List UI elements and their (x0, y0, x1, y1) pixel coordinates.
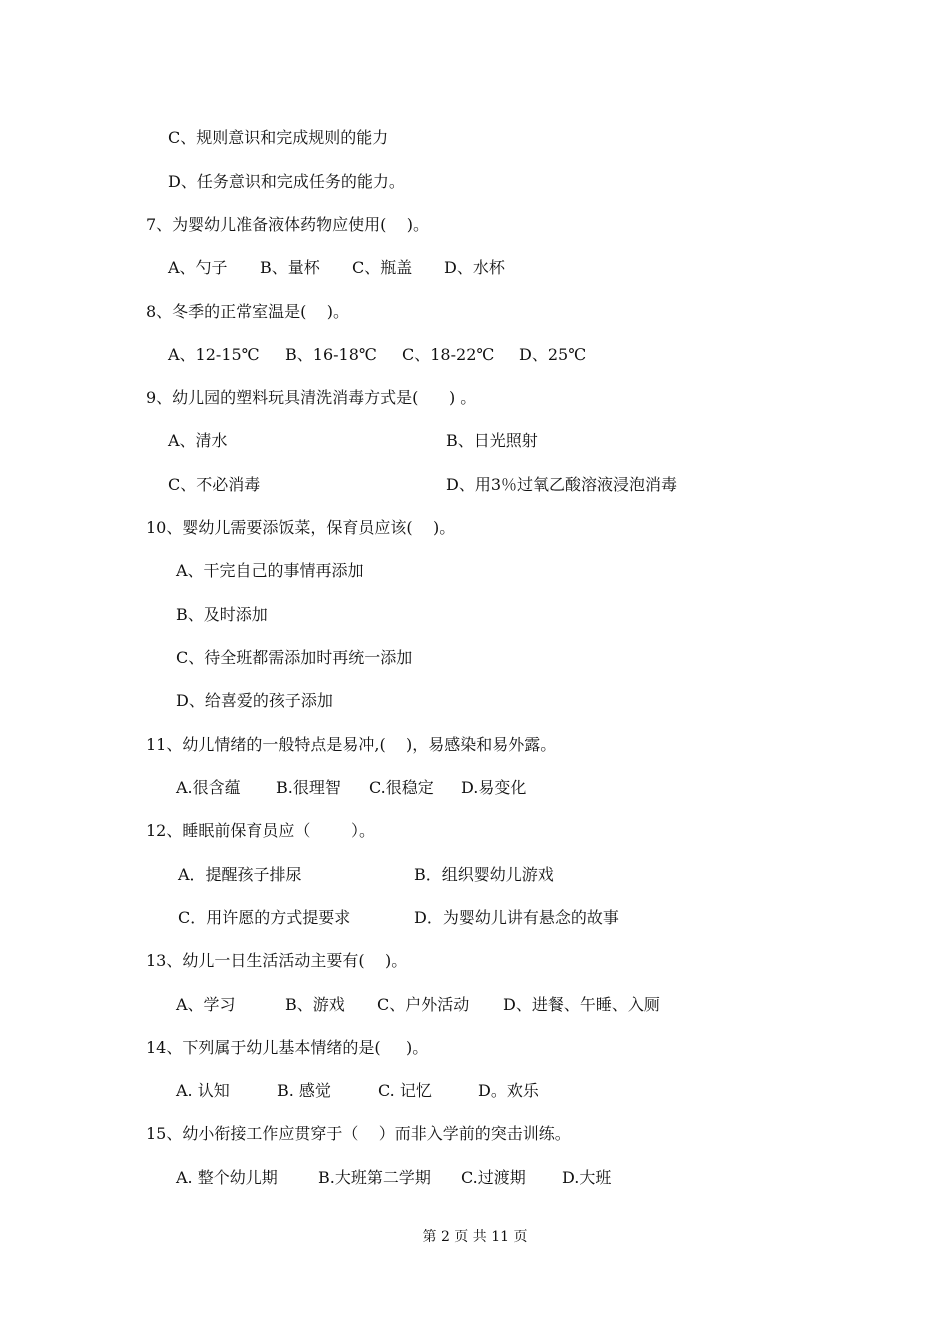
option-c: C.很稳定 (369, 778, 434, 797)
option-a: A、勺子 (168, 258, 228, 277)
option-b: B、量杯 (260, 258, 320, 277)
option-a: A. 整个幼儿期 (176, 1168, 278, 1187)
question-15: 15、幼小衔接工作应贯穿于（ ）而非入学前的突击训练。 (146, 1124, 571, 1143)
option-d: D、给喜爱的孩子添加 (176, 691, 333, 710)
option-b: B、日光照射 (446, 431, 538, 450)
option-d: D。欢乐 (478, 1081, 539, 1100)
question-8: 8、冬季的正常室温是( )。 (146, 302, 350, 321)
option-c: C.过渡期 (461, 1168, 526, 1187)
option-a: A、学习 (176, 995, 236, 1014)
options-row-14 (0, 1081, 950, 1101)
option-d: D．为婴幼儿讲有悬念的故事 (414, 908, 619, 927)
question-12: 12、睡眠前保育员应（ ）。 (146, 821, 376, 840)
option-d: D.易变化 (461, 778, 527, 797)
option-d: D、水杯 (444, 258, 505, 277)
option-line: D、任务意识和完成任务的能力。 (168, 172, 405, 191)
question-7: 7、为婴幼儿准备液体药物应使用( )。 (146, 215, 430, 234)
option-d: D、用3％过氧乙酸溶液浸泡消毒 (446, 475, 678, 494)
option-c: C、待全班都需添加时再统一添加 (176, 648, 413, 667)
page-footer: 第 2 页 共 11 页 (422, 1229, 528, 1245)
option-c: C、户外活动 (377, 995, 470, 1014)
question-9: 9、幼儿园的塑料玩具清洗消毒方式是( ) 。 (146, 388, 477, 407)
question-13: 13、幼儿一日生活活动主要有( )。 (146, 951, 408, 970)
option-d: D、进餐、午睡、入厕 (503, 995, 660, 1014)
question-11: 11、幼儿情绪的一般特点是易冲,( )，易感染和易外露。 (146, 735, 557, 754)
option-b: B．组织婴幼儿游戏 (414, 865, 554, 884)
option-b: B.大班第二学期 (318, 1168, 431, 1187)
option-b: B. 感觉 (277, 1081, 331, 1100)
option-b: B.很理智 (276, 778, 341, 797)
option-a: A.很含蕴 (176, 778, 241, 797)
option-c: C．用许愿的方式提要求 (178, 908, 351, 927)
question-10: 10、婴幼儿需要添饭菜，保育员应该( )。 (146, 518, 456, 537)
option-b: B、16-18℃ (285, 345, 377, 364)
option-c: C、18-22℃ (402, 345, 495, 364)
options-row-15 (0, 1168, 950, 1188)
option-d: D.大班 (562, 1168, 612, 1187)
question-14: 14、下列属于幼儿基本情绪的是( )。 (146, 1038, 429, 1057)
options-row-13 (0, 995, 950, 1015)
option-a: A、干完自己的事情再添加 (176, 561, 364, 580)
option-a: A．提醒孩子排尿 (178, 865, 302, 884)
option-c: C. 记忆 (378, 1081, 432, 1100)
options-row-8 (0, 345, 950, 365)
option-a: A、清水 (168, 431, 228, 450)
option-a: A. 认知 (176, 1081, 230, 1100)
options-row-7 (0, 258, 950, 278)
option-c: C、瓶盖 (352, 258, 413, 277)
option-b: B、及时添加 (176, 605, 268, 624)
option-line: C、规则意识和完成规则的能力 (168, 128, 389, 147)
option-b: B、游戏 (285, 995, 345, 1014)
options-row-11 (0, 778, 950, 798)
option-d: D、25℃ (519, 345, 587, 364)
option-c: C、不必消毒 (168, 475, 261, 494)
option-a: A、12-15℃ (168, 345, 260, 364)
